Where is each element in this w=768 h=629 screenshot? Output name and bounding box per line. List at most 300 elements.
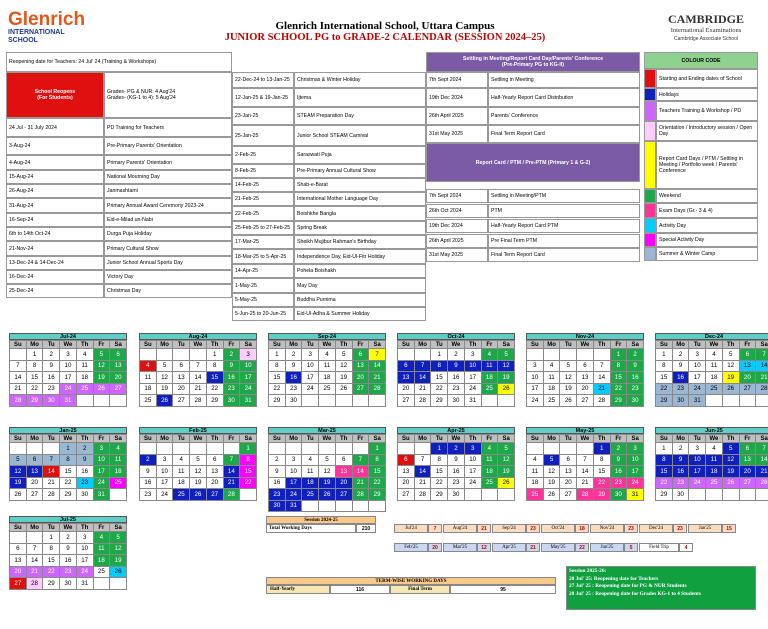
month-working-label: Dec'24 xyxy=(639,524,673,533)
calendar-day: 29 xyxy=(656,489,673,501)
calendar-day: 21 xyxy=(414,477,431,489)
event-date: 17-Mar-25 xyxy=(232,235,294,249)
calendar-day: 29 xyxy=(60,489,77,501)
day-header: Tu xyxy=(560,341,577,349)
calendar-day xyxy=(190,443,207,455)
calendar-day: 27 xyxy=(560,489,577,501)
calendar-day: 6 xyxy=(739,443,756,455)
month-grid xyxy=(139,434,257,501)
event-name: Ijtema xyxy=(294,88,426,107)
calendar-day: 19 xyxy=(498,466,515,478)
calendar-day: 30 xyxy=(223,395,240,407)
calendar-day xyxy=(398,443,415,455)
day-header: Tu xyxy=(560,435,577,443)
meeting-date: 7th Sept 2024 xyxy=(426,72,488,88)
event-date: 21-Feb-25 xyxy=(232,192,294,206)
event-date: 31-Aug-24 xyxy=(6,198,104,213)
event-name: Saraswati Puja xyxy=(294,146,426,164)
calendar-day: 17 xyxy=(464,372,481,384)
calendar-day: 26 xyxy=(722,477,739,489)
calendar-day: 28 xyxy=(756,383,768,395)
month-working-value: 5 xyxy=(624,543,638,552)
calendar-day: 29 xyxy=(269,395,286,407)
day-header: Mo xyxy=(26,524,43,532)
calendar-day: 6 xyxy=(110,349,127,361)
calendar-day: 23 xyxy=(269,489,286,501)
calendar-day: 20 xyxy=(26,477,43,489)
event-name: Primary Annual Award Ceremony 2023-24 xyxy=(104,198,232,213)
calendar-day: 11 xyxy=(706,454,723,466)
calendar-day: 7 xyxy=(414,360,431,372)
calendar-day: 24 xyxy=(464,383,481,395)
calendar-day: 19 xyxy=(156,383,173,395)
event-date: 15-Aug-24 xyxy=(6,170,104,184)
calendar-day: 5 xyxy=(498,443,515,455)
calendar-day: 11 xyxy=(110,454,127,466)
day-header: Fr xyxy=(352,341,369,349)
calendar-day: 28 xyxy=(352,489,369,501)
calendar-day: 21 xyxy=(369,372,386,384)
month-working-label: May'25 xyxy=(541,543,575,552)
calendar-day xyxy=(543,349,560,361)
calendar-day: 31 xyxy=(93,489,110,501)
meeting-date: 26th Oct 2024 xyxy=(426,204,488,218)
calendar-day: 30 xyxy=(60,578,77,590)
calendar-day: 28 xyxy=(10,395,27,407)
calendar-day: 25 xyxy=(527,489,544,501)
calendar-day: 29 xyxy=(206,395,223,407)
calendar-day: 15 xyxy=(240,466,257,478)
colour-swatch xyxy=(644,121,656,141)
calendar-day: 26 xyxy=(498,477,515,489)
calendar-title: JUNIOR SCHOOL PG to GRADE-2 CALENDAR (SESSION 2024–25) xyxy=(224,32,546,43)
calendar-day: 21 xyxy=(352,477,369,489)
calendar-day: 21 xyxy=(190,383,207,395)
calendar-day: 23 xyxy=(223,383,240,395)
next-session-box xyxy=(566,566,756,610)
event-date: 5-Jun-25 to 20-Jun-25 xyxy=(232,307,294,321)
day-header: Su xyxy=(398,435,415,443)
calendar-day xyxy=(577,443,594,455)
month-working-value: 12 xyxy=(477,543,491,552)
calendar-day: 16 xyxy=(448,466,465,478)
calendar-day: 21 xyxy=(756,372,768,384)
day-header: Sa xyxy=(498,435,515,443)
calendar-day: 27 xyxy=(335,489,352,501)
calendar-day: 17 xyxy=(464,466,481,478)
calendar-day: 20 xyxy=(173,383,190,395)
month-working-value: 23 xyxy=(624,524,638,533)
calendar-day: 28 xyxy=(190,395,207,407)
event-name: STEAM Preparation Day xyxy=(294,107,426,125)
day-header: Th xyxy=(593,435,610,443)
calendar-day: 11 xyxy=(543,372,560,384)
calendar-day: 16 xyxy=(672,372,689,384)
calendar-day xyxy=(319,500,336,512)
day-header: Th xyxy=(722,435,739,443)
day-header: Sa xyxy=(756,435,768,443)
calendar-day: 22 xyxy=(656,383,673,395)
calendar-day: 29 xyxy=(431,395,448,407)
calendar-day: 11 xyxy=(93,543,110,555)
calendar-day: 13 xyxy=(560,466,577,478)
calendar-day: 5 xyxy=(110,532,127,544)
calendar-day xyxy=(110,395,127,407)
calendar-day: 24 xyxy=(76,566,93,578)
calendar-day: 2 xyxy=(627,349,644,361)
calendar-day: 10 xyxy=(76,543,93,555)
calendar-day: 1 xyxy=(593,443,610,455)
calendar-day: 2 xyxy=(285,349,302,361)
calendar-day xyxy=(369,500,386,512)
reopening-teachers: Reopening date for Teachers: 24 Jul' 24 (Training & Workshops) xyxy=(6,52,232,72)
calendar-day: 16 xyxy=(627,372,644,384)
day-header: Su xyxy=(269,435,286,443)
day-header: Su xyxy=(10,341,27,349)
calendar-day xyxy=(93,395,110,407)
event-name: Victory Day xyxy=(104,270,232,284)
calendar-day: 17 xyxy=(156,477,173,489)
event-date: 6th to 14th Oct-24 xyxy=(6,227,104,241)
calendar-day: 3 xyxy=(689,443,706,455)
calendar-day: 18 xyxy=(76,372,93,384)
calendar-day: 3 xyxy=(464,443,481,455)
calendar-day: 9 xyxy=(269,466,286,478)
calendar-day: 19 xyxy=(498,372,515,384)
day-header: Th xyxy=(722,341,739,349)
month-grid xyxy=(526,340,644,407)
calendar-day xyxy=(560,349,577,361)
calendar-day xyxy=(593,349,610,361)
calendar-day: 4 xyxy=(543,360,560,372)
calendar-day: 15 xyxy=(206,372,223,384)
event-date: 3-Aug-24 xyxy=(6,137,104,155)
calendar-day: 3 xyxy=(302,349,319,361)
calendar-day: 16 xyxy=(60,555,77,567)
next-session-line: 27 Jul' 25 : Reopening date for PG & NUR Students xyxy=(569,583,687,589)
day-header: Fr xyxy=(481,435,498,443)
calendar-day: 4 xyxy=(110,443,127,455)
calendar-day xyxy=(398,349,415,361)
colour-swatch xyxy=(644,247,656,261)
colour-label: Summer & Winter Camp xyxy=(656,247,758,261)
day-header: Mo xyxy=(672,341,689,349)
meeting-date: 19th Dec 2024 xyxy=(426,219,488,233)
calendar-day: 22 xyxy=(593,477,610,489)
calendar-day: 15 xyxy=(60,466,77,478)
school-reopens-grades: Grades- PG & NUR: 4 Aug'24 Grades- (KG-1 to 4): 5 Aug'24 xyxy=(104,72,232,118)
calendar-day: 27 xyxy=(398,395,415,407)
calendar-day: 9 xyxy=(610,454,627,466)
calendar-day: 2 xyxy=(269,454,286,466)
day-header: Tu xyxy=(43,341,60,349)
calendar-day: 14 xyxy=(369,360,386,372)
month-calendar xyxy=(9,333,127,407)
month-calendar xyxy=(526,333,644,407)
calendar-day: 3 xyxy=(689,349,706,361)
month-working-label: Aug'24 xyxy=(443,524,477,533)
calendar-day: 5 xyxy=(543,454,560,466)
calendar-day: 14 xyxy=(756,454,768,466)
calendar-day: 28 xyxy=(593,395,610,407)
meeting-date: 7th Sept 2024 xyxy=(426,189,488,203)
month-working-value: 18 xyxy=(575,524,589,533)
calendar-day xyxy=(527,443,544,455)
calendar-day: 10 xyxy=(60,360,77,372)
calendar-day: 16 xyxy=(43,372,60,384)
day-header: Tu xyxy=(173,435,190,443)
calendar-day xyxy=(756,395,768,407)
calendar-day: 28 xyxy=(43,489,60,501)
event-date: 23-Jan-25 xyxy=(232,107,294,125)
calendar-day: 18 xyxy=(706,372,723,384)
month-title: Jun-25 xyxy=(655,427,768,434)
calendar-day: 12 xyxy=(560,372,577,384)
day-header: Tu xyxy=(302,341,319,349)
calendar-day: 19 xyxy=(190,477,207,489)
calendar-day: 4 xyxy=(173,454,190,466)
day-header: Tu xyxy=(689,435,706,443)
calendar-day: 7 xyxy=(190,360,207,372)
day-header: Th xyxy=(206,341,223,349)
month-working-value: 22 xyxy=(575,543,589,552)
calendar-day: 31 xyxy=(285,500,302,512)
calendar-day: 1 xyxy=(431,443,448,455)
month-grid xyxy=(9,523,127,590)
month-title: Feb-25 xyxy=(139,427,257,434)
calendar-day: 26 xyxy=(543,489,560,501)
month-working-value: 21 xyxy=(526,543,540,552)
calendar-day: 2 xyxy=(610,443,627,455)
event-name: Boishkhe Bangla xyxy=(294,206,426,221)
calendar-day: 4 xyxy=(481,349,498,361)
calendar-day: 11 xyxy=(319,360,336,372)
colour-swatch xyxy=(644,203,656,218)
calendar-day: 1 xyxy=(656,443,673,455)
calendar-day: 30 xyxy=(448,395,465,407)
calendar-day xyxy=(481,395,498,407)
calendar-day: 14 xyxy=(43,466,60,478)
calendar-day: 2 xyxy=(60,532,77,544)
calendar-day: 10 xyxy=(285,466,302,478)
calendar-day: 30 xyxy=(610,489,627,501)
calendar-day: 2 xyxy=(76,443,93,455)
event-name: International Mother Language Day xyxy=(294,192,426,206)
day-header: Th xyxy=(76,524,93,532)
month-working-value: 4 xyxy=(679,543,693,552)
day-header: We xyxy=(190,341,207,349)
month-title: Mar-25 xyxy=(268,427,386,434)
calendar-day: 1 xyxy=(369,443,386,455)
month-working-value: 15 xyxy=(722,524,736,533)
logo-sub2: SCHOOL xyxy=(8,37,38,44)
day-header: Th xyxy=(593,341,610,349)
colour-label: Holidays xyxy=(656,88,758,101)
calendar-day: 25 xyxy=(706,383,723,395)
day-header: Tu xyxy=(431,435,448,443)
event-name: Junior School Annual Sports Day xyxy=(104,256,232,270)
calendar-day: 3 xyxy=(464,349,481,361)
calendar-day: 24 xyxy=(464,477,481,489)
calendar-day xyxy=(10,443,27,455)
calendar-day: 16 xyxy=(140,477,157,489)
calendar-day: 14 xyxy=(26,555,43,567)
calendar-day xyxy=(43,443,60,455)
month-grid xyxy=(268,434,386,512)
calendar-day: 13 xyxy=(739,360,756,372)
calendar-day xyxy=(706,395,723,407)
calendar-day: 8 xyxy=(369,454,386,466)
calendar-day: 6 xyxy=(335,454,352,466)
next-session-line: 28 Jul' 25 : Reopening date for Grades KG-1 to 4 Students xyxy=(569,590,701,597)
calendar-day: 14 xyxy=(414,466,431,478)
calendar-day: 8 xyxy=(43,543,60,555)
calendar-day: 8 xyxy=(206,360,223,372)
calendar-day xyxy=(756,489,768,501)
calendar-day: 21 xyxy=(10,383,27,395)
calendar-day: 25 xyxy=(706,477,723,489)
calendar-day: 1 xyxy=(431,349,448,361)
calendar-day: 31 xyxy=(627,489,644,501)
event-date: 16-Dec-24 xyxy=(6,270,104,284)
total-working-value: 210 xyxy=(356,524,376,533)
event-date: 18-Mar-25 to 5-Apr-25 xyxy=(232,249,294,264)
calendar-day: 17 xyxy=(76,555,93,567)
calendar-day: 19 xyxy=(722,372,739,384)
colour-swatch xyxy=(644,218,656,233)
day-header: We xyxy=(60,341,77,349)
calendar-day: 25 xyxy=(481,477,498,489)
calendar-day xyxy=(76,395,93,407)
meeting-name: Settling in Meeting xyxy=(488,72,640,88)
calendar-day: 4 xyxy=(319,349,336,361)
calendar-day: 19 xyxy=(93,372,110,384)
calendar-day: 13 xyxy=(398,372,415,384)
month-working-value: 23 xyxy=(526,524,540,533)
event-name: Pre-Primary Parents' Orientation xyxy=(104,137,232,155)
calendar-day: 26 xyxy=(156,395,173,407)
day-header: Tu xyxy=(302,435,319,443)
calendar-day: 5 xyxy=(10,454,27,466)
calendar-day: 25 xyxy=(110,477,127,489)
calendar-day: 12 xyxy=(722,454,739,466)
calendar-day: 20 xyxy=(577,383,594,395)
month-grid xyxy=(397,434,515,501)
day-header: We xyxy=(60,435,77,443)
month-calendar xyxy=(655,333,768,407)
calendar-day: 10 xyxy=(464,360,481,372)
month-calendar xyxy=(268,427,386,512)
day-header: Su xyxy=(10,435,27,443)
calendar-day: 29 xyxy=(26,395,43,407)
calendar-day: 10 xyxy=(464,454,481,466)
calendar-day: 23 xyxy=(672,477,689,489)
calendar-day: 11 xyxy=(706,360,723,372)
month-title: May-25 xyxy=(526,427,644,434)
next-session-line: 20 Jul' 25: Reopening date for Teachers xyxy=(569,575,659,582)
calendar-day: 7 xyxy=(10,360,27,372)
event-name: Pohela Boishakh xyxy=(294,264,426,278)
calendar-day: 6 xyxy=(739,349,756,361)
calendar-day: 27 xyxy=(26,489,43,501)
half-yearly-label: Half-Yearly xyxy=(266,585,330,594)
calendar-day: 26 xyxy=(93,383,110,395)
month-calendar xyxy=(139,333,257,407)
calendar-day: 9 xyxy=(76,454,93,466)
calendar-day: 23 xyxy=(448,383,465,395)
calendar-day: 3 xyxy=(93,443,110,455)
calendar-day: 8 xyxy=(269,360,286,372)
month-grid xyxy=(9,434,127,501)
calendar-day: 9 xyxy=(627,360,644,372)
event-name: Primary Parents' Orientation xyxy=(104,155,232,170)
event-date: 14-Apr-25 xyxy=(232,264,294,278)
calendar-day: 12 xyxy=(319,466,336,478)
day-header: Fr xyxy=(739,435,756,443)
calendar-day: 1 xyxy=(656,349,673,361)
calendar-day: 17 xyxy=(285,477,302,489)
month-working-value: 21 xyxy=(477,524,491,533)
calendar-day: 20 xyxy=(739,372,756,384)
calendar-day xyxy=(302,500,319,512)
calendar-day: 8 xyxy=(610,360,627,372)
calendar-day: 2 xyxy=(672,349,689,361)
calendar-day: 24 xyxy=(93,477,110,489)
calendar-day: 3 xyxy=(60,349,77,361)
calendar-day: 13 xyxy=(352,360,369,372)
calendar-day: 18 xyxy=(319,372,336,384)
total-working-label: Total Working Days xyxy=(266,524,356,533)
event-name: Christmas Day xyxy=(104,284,232,298)
calendar-day: 2 xyxy=(672,443,689,455)
calendar-day: 21 xyxy=(414,383,431,395)
colour-swatch xyxy=(644,189,656,203)
calendar-day: 18 xyxy=(527,477,544,489)
calendar-day xyxy=(302,443,319,455)
calendar-day: 8 xyxy=(431,454,448,466)
calendar-day: 8 xyxy=(240,454,257,466)
colour-label: Activity Day xyxy=(656,218,758,233)
calendar-day: 9 xyxy=(448,360,465,372)
event-name: Eid-Ul-Adha & Summer Holiday xyxy=(294,307,426,321)
calendar-day: 17 xyxy=(689,372,706,384)
day-header: Fr xyxy=(610,341,627,349)
calendar-day: 11 xyxy=(76,360,93,372)
calendar-day: 19 xyxy=(543,477,560,489)
calendar-day: 2 xyxy=(43,349,60,361)
calendar-day: 27 xyxy=(10,578,27,590)
calendar-day: 13 xyxy=(173,372,190,384)
calendar-day: 5 xyxy=(319,454,336,466)
calendar-day: 23 xyxy=(60,566,77,578)
calendar-day: 25 xyxy=(481,383,498,395)
calendar-day: 9 xyxy=(672,360,689,372)
calendar-day: 28 xyxy=(414,489,431,501)
calendar-day: 14 xyxy=(593,372,610,384)
calendar-day: 26 xyxy=(722,383,739,395)
event-name: May Day xyxy=(294,278,426,293)
calendar-day xyxy=(414,443,431,455)
calendar-day: 12 xyxy=(543,466,560,478)
calendar-day: 25 xyxy=(173,489,190,501)
calendar-day: 29 xyxy=(369,489,386,501)
calendar-day: 24 xyxy=(627,477,644,489)
event-name: Shab-e-Barat xyxy=(294,178,426,192)
day-header: Fr xyxy=(481,341,498,349)
calendar-day: 23 xyxy=(627,383,644,395)
calendar-day: 16 xyxy=(610,466,627,478)
meeting-date: 26th April 2025 xyxy=(426,234,488,248)
